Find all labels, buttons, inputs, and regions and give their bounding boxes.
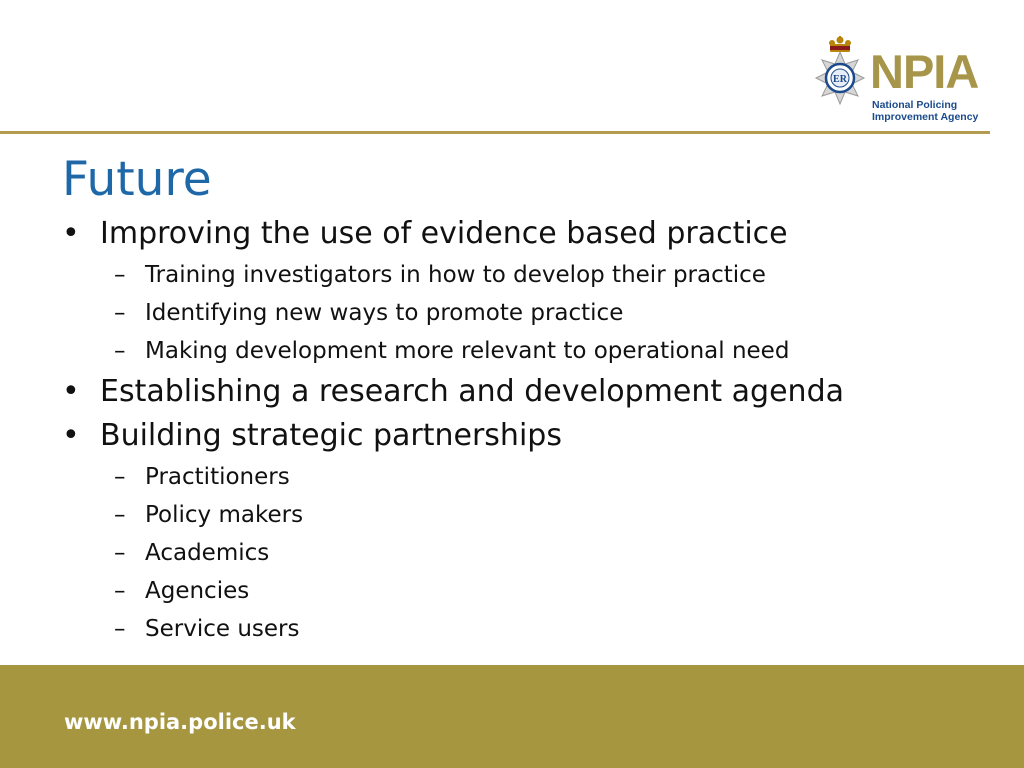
sub-bullet-text: Making development more relevant to operational need bbox=[145, 338, 790, 364]
bullet-item bbox=[0, 414, 1000, 458]
bullet-marker: • bbox=[62, 374, 80, 409]
dash-marker: – bbox=[114, 262, 126, 288]
sub-bullet-item bbox=[0, 294, 1000, 332]
sub-bullet-item bbox=[0, 610, 1000, 648]
police-star-badge-icon bbox=[812, 34, 868, 106]
footer-band bbox=[0, 665, 1024, 768]
dash-marker: – bbox=[114, 464, 126, 490]
dash-marker: – bbox=[114, 540, 126, 566]
logo-subtitle-line-1: National Policing bbox=[872, 99, 958, 111]
bullet-text: Improving the use of evidence based practice bbox=[100, 216, 788, 251]
bullet-text: Building strategic partnerships bbox=[100, 418, 562, 453]
sub-bullet-text: Policy makers bbox=[145, 502, 304, 528]
dash-marker: – bbox=[114, 502, 126, 528]
sub-bullet-text: Training investigators in how to develop their practice bbox=[145, 262, 766, 288]
bullet-marker: • bbox=[62, 418, 80, 453]
bullet-text: Establishing a research and development agenda bbox=[100, 374, 844, 409]
bullet-marker: • bbox=[62, 216, 80, 251]
logo-wordmark: NPIA bbox=[870, 45, 979, 98]
sub-bullet-item bbox=[0, 496, 1000, 534]
npia-logo bbox=[812, 34, 992, 126]
dash-marker: – bbox=[114, 300, 126, 326]
dash-marker: – bbox=[114, 338, 126, 364]
sub-bullet-text: Service users bbox=[145, 616, 300, 642]
sub-bullet-item bbox=[0, 572, 1000, 610]
dash-marker: – bbox=[114, 578, 126, 604]
footer-url: www.npia.police.uk bbox=[64, 710, 296, 734]
badge-cipher: ER bbox=[833, 74, 847, 85]
sub-bullet-item bbox=[0, 332, 1000, 370]
bullet-item bbox=[0, 370, 1000, 414]
sub-bullet-item bbox=[0, 458, 1000, 496]
logo-subtitle-line-2: Improvement Agency bbox=[872, 111, 979, 123]
dash-marker: – bbox=[114, 616, 126, 642]
slide-title: Future bbox=[62, 152, 212, 207]
sub-bullet-text: Practitioners bbox=[145, 464, 290, 490]
sub-bullet-item bbox=[0, 534, 1000, 572]
bullet-list bbox=[0, 212, 1000, 648]
sub-bullet-item bbox=[0, 256, 1000, 294]
header-divider bbox=[0, 131, 990, 134]
sub-bullet-text: Academics bbox=[145, 540, 270, 566]
logo-subtitle bbox=[872, 99, 978, 123]
bullet-item bbox=[0, 212, 1000, 256]
sub-bullet-text: Agencies bbox=[145, 578, 250, 604]
sub-bullet-text: Identifying new ways to promote practice bbox=[145, 300, 624, 326]
